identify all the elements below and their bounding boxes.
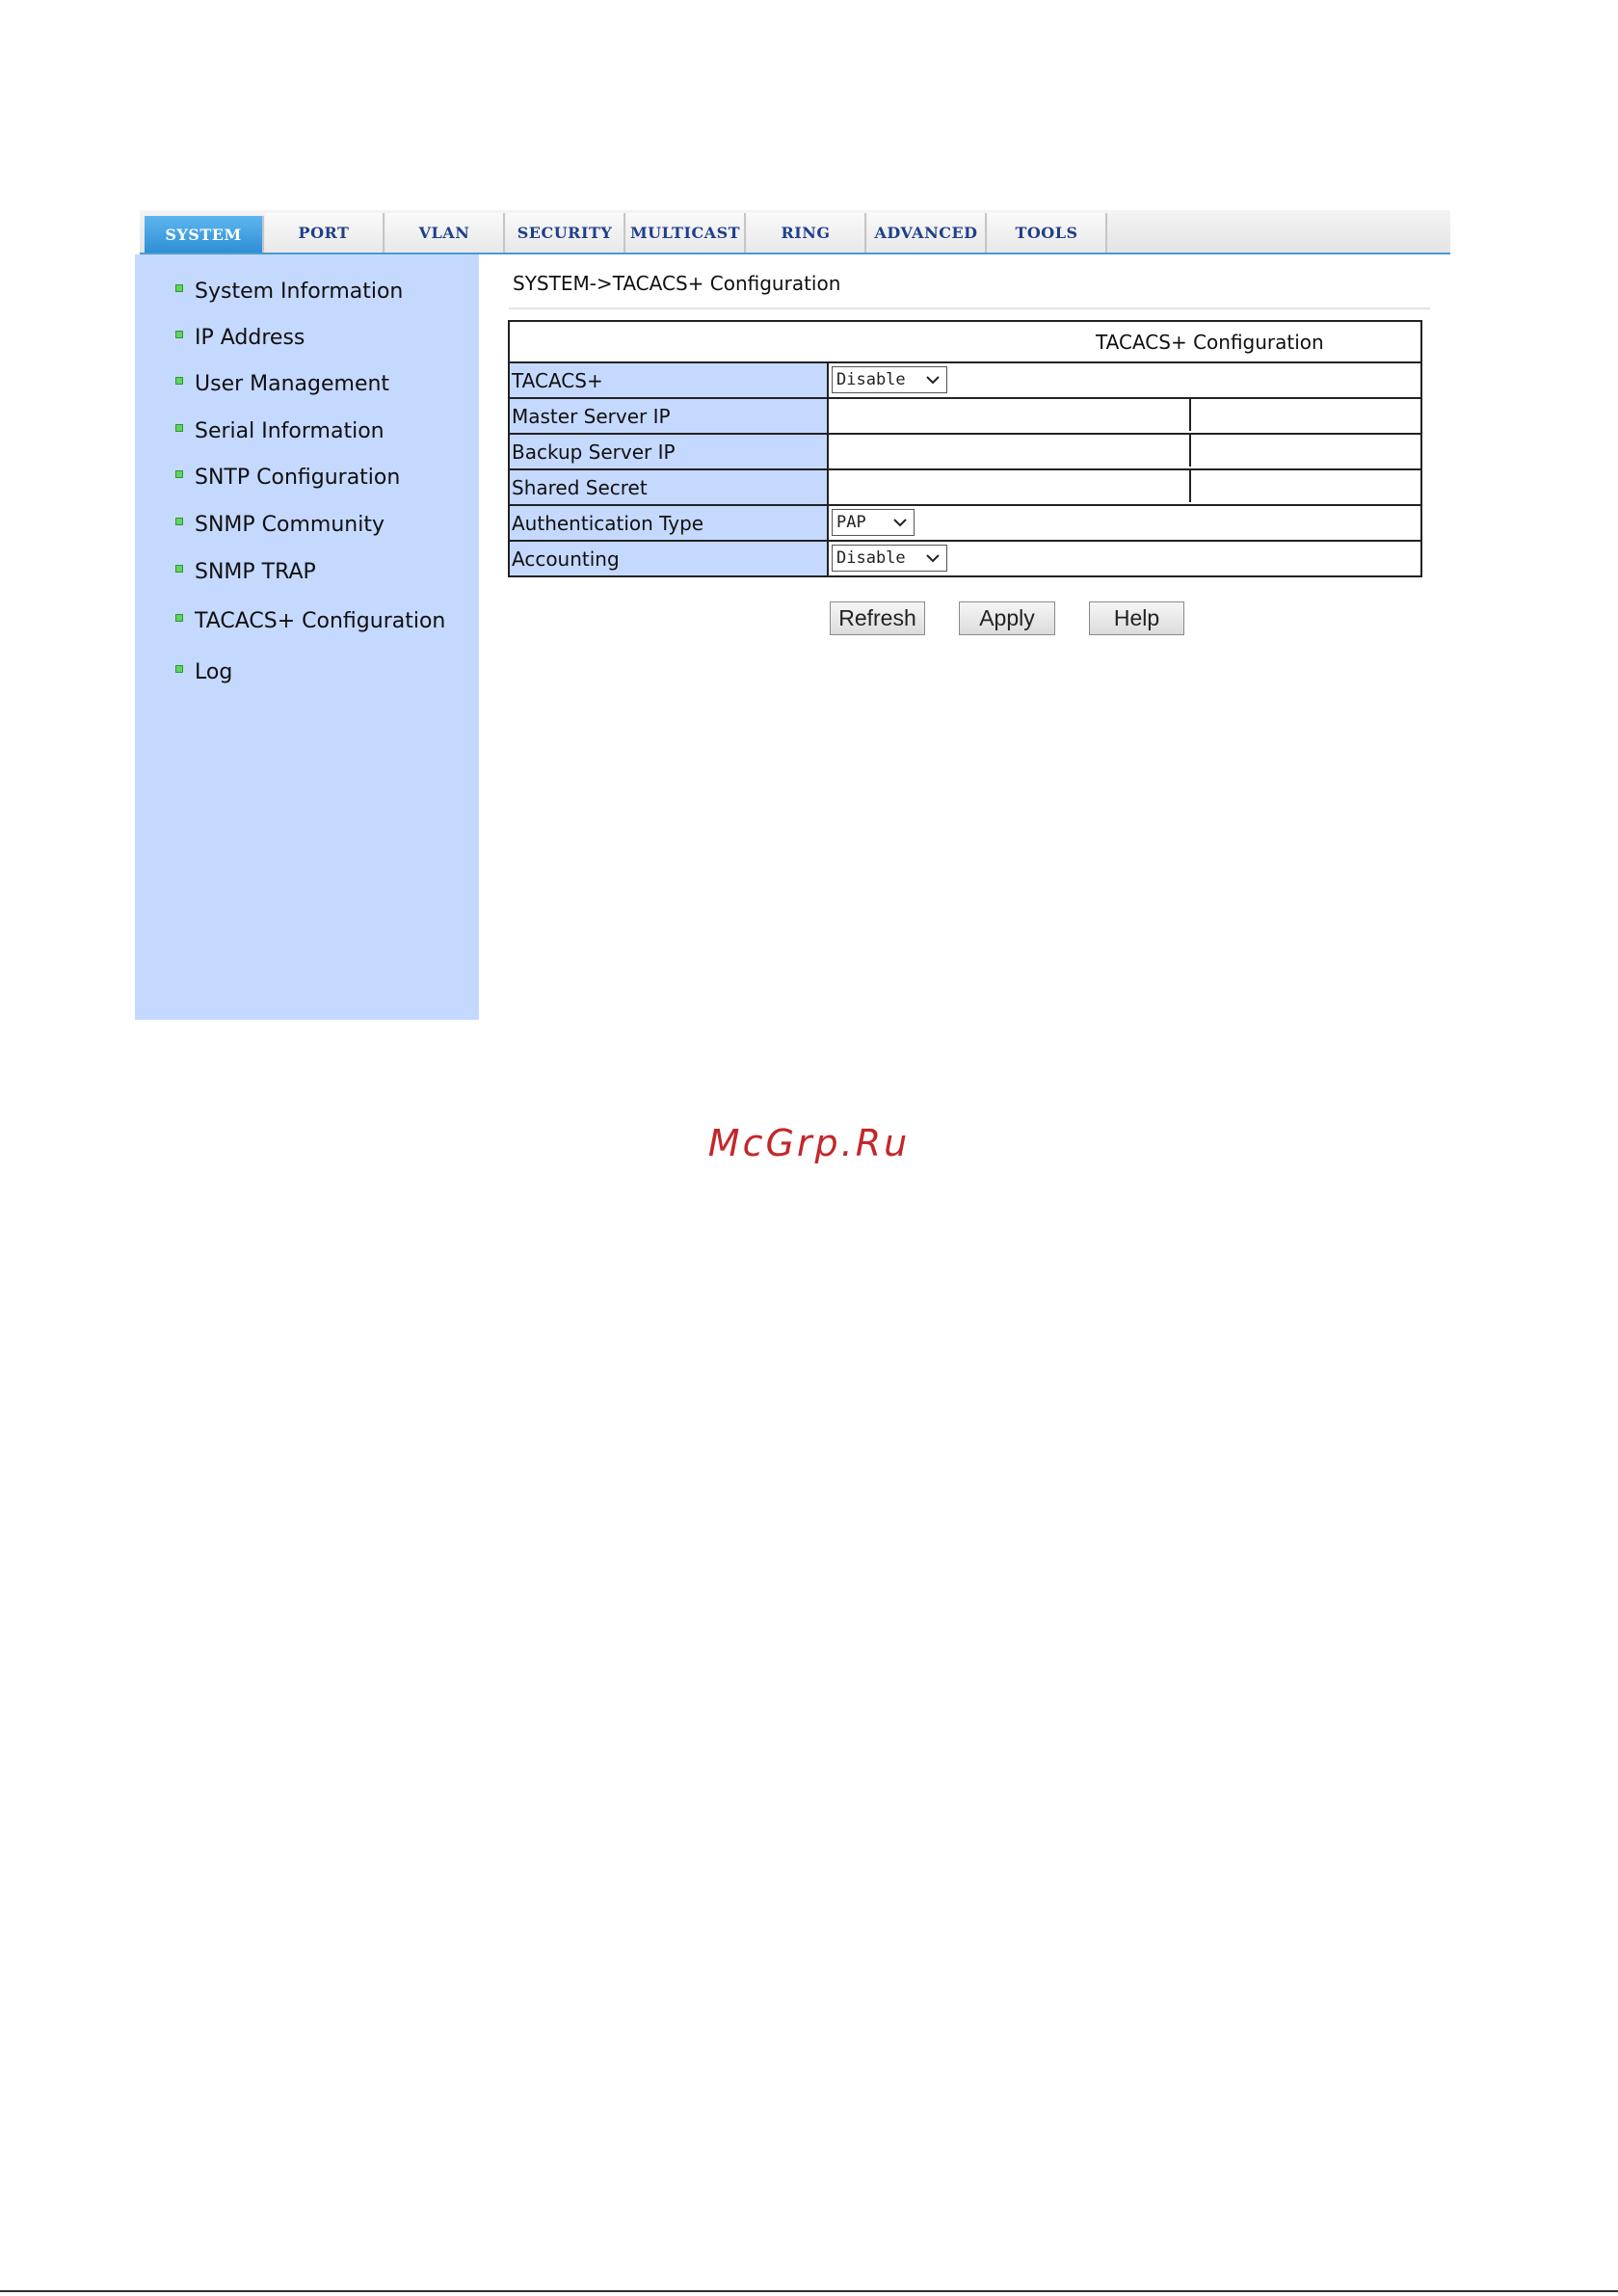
- sidebar-item-system-information[interactable]: [175, 280, 403, 304]
- tab-advanced[interactable]: ADVANCED: [867, 213, 987, 253]
- bullet-icon: [175, 518, 183, 525]
- table-row: [509, 434, 1421, 469]
- bullet-icon: [175, 565, 183, 573]
- tacacs-config-table: [508, 320, 1422, 577]
- chevron-down-icon: [925, 550, 941, 566]
- sidebar-item-sntp-configuration[interactable]: [175, 466, 400, 490]
- breadcrumb-divider: [509, 307, 1430, 309]
- tacacs-select-value: Disable: [836, 370, 906, 389]
- bullet-icon: [175, 284, 183, 292]
- sidebar-item-log[interactable]: [175, 660, 232, 684]
- apply-button[interactable]: Apply: [959, 601, 1055, 635]
- master-server-ip-input[interactable]: [829, 399, 1191, 431]
- tab-system[interactable]: SYSTEM: [145, 216, 264, 253]
- bullet-icon: [175, 424, 183, 432]
- authentication-type-label: Authentication Type: [509, 505, 828, 541]
- tacacs-label: TACACS+: [509, 362, 828, 398]
- bullet-icon: [175, 614, 183, 622]
- tab-vlan[interactable]: VLAN: [385, 213, 505, 253]
- sidebar-item-label: Log: [195, 660, 233, 684]
- sidebar-item-snmp-community[interactable]: [175, 513, 385, 537]
- backup-server-ip-input[interactable]: [829, 435, 1191, 467]
- sidebar-item-label: System Information: [195, 280, 404, 304]
- bullet-icon: [175, 665, 183, 673]
- watermark-text: McGrp.Ru: [707, 1122, 911, 1164]
- accounting-label: Accounting: [509, 541, 828, 576]
- sidebar-item-label: Serial Information: [195, 419, 385, 443]
- chevron-down-icon: [892, 515, 908, 530]
- sidebar-item-user-management[interactable]: [175, 372, 389, 396]
- sidebar-item-label: SNMP Community: [195, 513, 385, 537]
- authentication-type-select-value: PAP: [836, 513, 866, 532]
- tab-tools[interactable]: TOOLS: [988, 213, 1107, 253]
- sidebar-item-tacacs-configuration[interactable]: [175, 609, 445, 633]
- table-title: TACACS+ Configuration: [509, 321, 1421, 362]
- sidebar: [135, 254, 479, 1020]
- chevron-down-icon: [925, 372, 941, 387]
- tab-port[interactable]: PORT: [265, 213, 385, 253]
- sidebar-item-label: SNTP Configuration: [195, 466, 401, 490]
- table-row: [509, 398, 1421, 434]
- sidebar-item-label: TACACS+ Configuration: [195, 609, 446, 633]
- page-bottom-divider: [0, 2290, 1618, 2292]
- help-button[interactable]: Help: [1089, 601, 1184, 635]
- bullet-icon: [175, 331, 183, 338]
- sidebar-item-label: SNMP TRAP: [195, 560, 316, 584]
- sidebar-item-label: User Management: [195, 372, 390, 396]
- top-tab-bar: [140, 210, 1450, 254]
- shared-secret-input[interactable]: [829, 470, 1191, 502]
- table-row: [509, 362, 1421, 398]
- sidebar-item-snmp-trap[interactable]: [175, 560, 316, 584]
- sidebar-item-serial-information[interactable]: [175, 419, 385, 443]
- table-row: [509, 541, 1421, 576]
- bullet-icon: [175, 470, 183, 478]
- tab-ring[interactable]: RING: [747, 213, 866, 253]
- table-row: [509, 469, 1421, 505]
- accounting-select-value: Disable: [836, 548, 906, 568]
- authentication-type-select[interactable]: [832, 509, 915, 536]
- backup-server-ip-label: Backup Server IP: [509, 434, 828, 469]
- breadcrumb: SYSTEM->TACACS+ Configuration: [513, 272, 841, 295]
- shared-secret-label: Shared Secret: [509, 469, 828, 505]
- sidebar-item-ip-address[interactable]: [175, 326, 305, 350]
- accounting-select[interactable]: [832, 545, 947, 572]
- tab-security[interactable]: SECURITY: [506, 213, 625, 253]
- sidebar-item-label: IP Address: [195, 326, 305, 350]
- refresh-button[interactable]: Refresh: [830, 601, 925, 635]
- tacacs-select[interactable]: [832, 366, 947, 393]
- table-row: [509, 505, 1421, 541]
- bullet-icon: [175, 377, 183, 385]
- tab-multicast[interactable]: MULTICAST: [626, 213, 746, 253]
- master-server-ip-label: Master Server IP: [509, 398, 828, 434]
